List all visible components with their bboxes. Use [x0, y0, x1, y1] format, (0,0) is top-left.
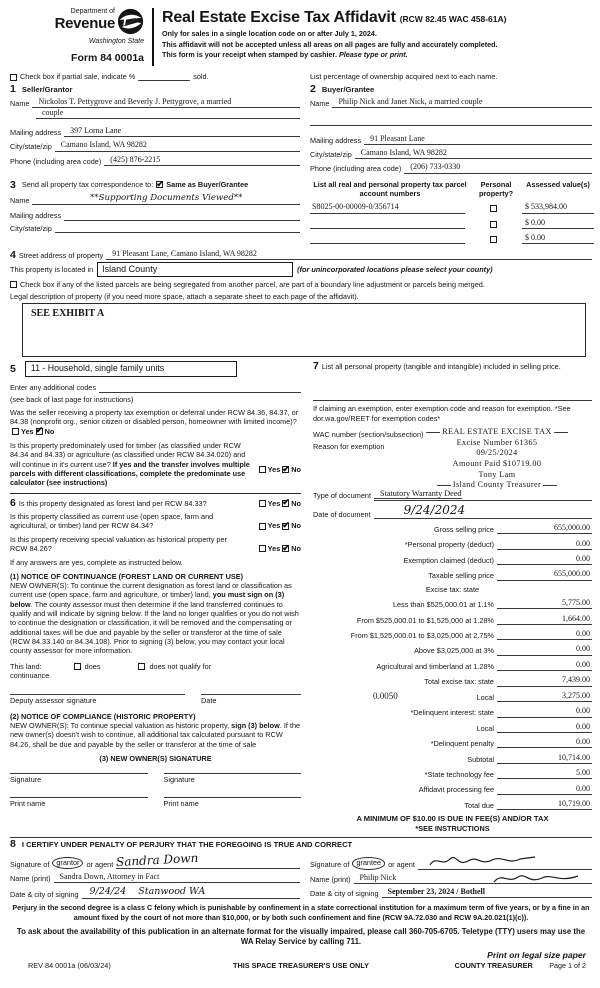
page-title: Real Estate Excise Tax Affidavit [162, 9, 396, 26]
section-8-number: 8 [10, 838, 16, 851]
new-owner-signature-line-2[interactable]: Signature [164, 773, 302, 784]
assessed-value-field[interactable]: $ 0.00 [522, 233, 594, 244]
parcels-section [310, 180, 594, 244]
see-back-note: (see back of last page for instructions) [10, 394, 134, 404]
buyer-section [310, 84, 592, 174]
perjury-statement: Perjury in the second degree is a class C felony which is punishable by confinement in a state correctional institution for a maximum term of five years, or by a fine in an amount fixed by the court of not more than $10,000, or by both such confinement and fine (RCW 9A.72.030 and RCW 9A.20.021(1)(c)). [12, 903, 590, 922]
certification-section [10, 837, 592, 899]
additional-codes-label: Enter any additional codes [10, 383, 96, 393]
type-of-document-label: Type of document [313, 491, 372, 501]
timber-question: Is this property predominately used for timber (as classified under RCW 84.34 and 84.33) or agriculture (as classified under RCW 84.34.020) and will continue in it's current use? If yes and the transfer involves multiple parcels with different classifications, complete the predominate use calculator (see instructions) Yes ✔ No [10, 441, 301, 488]
property-address-section [10, 249, 592, 357]
property-located-label: This property is located in [10, 265, 94, 275]
notice-continuance-title: (1) NOTICE OF CONTINUANCE (FOREST LAND OR CURRENT USE) [10, 571, 244, 581]
grantor-circled-word: grantor [52, 857, 83, 869]
grantee-signature-line[interactable] [418, 853, 592, 870]
right-column [313, 361, 592, 833]
seller-name-field-line2[interactable]: couple [36, 108, 300, 119]
grantor-signature-line[interactable] [115, 850, 300, 869]
grantee-signature-scribble [428, 853, 538, 869]
section-1-number: 1 [10, 83, 16, 96]
same-as-buyer-label: Same as Buyer/Grantee [166, 180, 249, 190]
partial-sale-label: Check box if partial sale, indicate % [20, 71, 136, 81]
q2-yes-checkbox[interactable] [259, 466, 266, 473]
dor-logo-block [10, 8, 152, 66]
gross-selling-price-label: Gross selling price [433, 525, 494, 535]
parcel-number-field[interactable]: S8025-00-00009-0/356714 [310, 202, 465, 213]
total-state-tax-label: Total excise tax: state [424, 677, 494, 687]
revenue-label: Revenue [54, 14, 115, 32]
section-divider [10, 493, 301, 494]
parcel-row [310, 233, 594, 244]
wac-number-label: WAC number (section/subsection) [313, 430, 424, 440]
title-rcw-ref: (RCW 82.45 WAC 458-61A) [399, 14, 507, 24]
personal-property-col-header: Personal property? [478, 179, 514, 199]
delinquent-interest-local-label: Local [476, 723, 494, 733]
left-column [10, 361, 313, 833]
tier4-label: Above $3,025,000 at 3% [414, 646, 494, 656]
state-technology-fee-label: *State technology fee [424, 770, 494, 779]
buyer-name-field-line2[interactable] [310, 117, 592, 126]
date-of-document-label: Date of document [313, 509, 371, 519]
grantor-sig-label-post: or agent [86, 859, 114, 869]
dor-swirl-logo-icon [117, 8, 144, 37]
seller-heading: Seller/Grantor [21, 85, 73, 95]
grantee-circled-word: grantee [352, 857, 385, 869]
delinquent-interest-state-value[interactable]: 0.00 [497, 706, 592, 717]
legal-description-box[interactable] [22, 303, 586, 357]
page-indicator: Page 1 of 2 [549, 961, 586, 970]
buyer-phone-field[interactable]: (206) 733-0330 [404, 162, 592, 173]
continuance-label: continuance [10, 671, 50, 681]
buyer-mailing-field[interactable]: 91 Pleasant Lane [364, 134, 592, 145]
supporting-documents-stamp: **Supporting Documents Viewed** [89, 193, 243, 204]
does-checkbox[interactable] [74, 663, 81, 670]
seller-mailing-label: Mailing address [10, 128, 62, 138]
treasurer-use-label: THIS SPACE TREASURER'S USE ONLY [233, 961, 369, 971]
form-number: Form 84 0001a [71, 52, 144, 65]
parcel-number-field[interactable] [310, 243, 465, 244]
tier1-label: Less than $525,000.01 at 1.1% [392, 600, 494, 610]
partial-sale-percent-field[interactable] [138, 80, 190, 81]
county-select[interactable]: Island County [97, 262, 293, 277]
personal-property-checkbox[interactable] [490, 221, 497, 228]
agricultural-value[interactable]: 0.00 [497, 660, 592, 671]
seller-city-label: City/state/zip [10, 142, 52, 152]
subtotal-label: Subtotal [467, 754, 494, 764]
buyer-city-label: City/state/zip [310, 150, 352, 160]
state-technology-fee-value[interactable]: 5.00 [497, 768, 592, 779]
q6a-yes-checkbox[interactable] [259, 500, 266, 507]
buyer-name-label: Name [310, 98, 330, 108]
legal-description-value: SEE EXHIBIT A [31, 307, 105, 319]
treasurer-stamp: REAL ESTATE EXCISE TAX Excise Number 61365 09/25/2024 Amount Paid $10719.00 Tony Lam Island County Treasurer [402, 427, 592, 491]
rev-number: REV 84 0001a (06/03/24) [28, 961, 111, 971]
subtotal-value[interactable]: 10,714.00 [497, 753, 592, 764]
correspondence-city-label: City/state/zip [10, 223, 52, 233]
send-correspondence-label: Send all property tax correspondence to: [21, 180, 154, 190]
excise-state-header: Excise tax: state [425, 584, 480, 594]
grantor-date-city-field[interactable]: 9/24/24 Stanwood WA [82, 886, 300, 899]
delinquent-penalty-value[interactable]: 0.00 [497, 737, 592, 748]
dept-of-label: Department of [70, 8, 115, 15]
tier2-value[interactable]: 1,664.00 [497, 614, 592, 625]
exemption-claimed-value[interactable]: 0.00 [497, 554, 592, 565]
affidavit-processing-fee-value[interactable]: 0.00 [497, 784, 592, 795]
q6b-yes-checkbox[interactable] [259, 523, 266, 530]
header-note-3: This form is your receipt when stamped by cashier. Please type or print. [162, 49, 408, 59]
type-of-document-field[interactable]: Statutory Warranty Deed [374, 489, 592, 501]
q1-no-checkbox[interactable] [36, 428, 43, 435]
total-due-label: Total due [464, 800, 494, 810]
print-legal-note: Print on legal size paper [487, 950, 586, 960]
grantee-name-print-field[interactable]: Philip Nick [354, 873, 592, 884]
parcel-row [310, 218, 594, 229]
delinquent-interest-local-value[interactable]: 0.00 [497, 722, 592, 733]
q6a-no-checkbox[interactable] [282, 500, 289, 507]
deputy-assessor-signature-line[interactable]: Deputy assessor signature [10, 694, 185, 705]
personal-property-checkbox[interactable] [490, 205, 497, 212]
personal-property-field[interactable] [313, 371, 592, 401]
correspondence-mailing-label: Mailing address [10, 211, 62, 221]
partial-sale-sold-label: sold. [193, 71, 209, 81]
buyer-city-field[interactable]: Camano Island, WA 98282 [355, 148, 592, 159]
parcel-number-field[interactable] [310, 228, 465, 229]
seller-phone-label: Phone (including area code) [10, 156, 102, 166]
tier1-value[interactable]: 5,775.00 [497, 598, 592, 609]
personal-property-checkbox[interactable] [490, 236, 497, 243]
segregated-label: Check box if any of the listed parcels are being segregated from another parcel, are part of a boundary line adjustment or parcels being merged. [20, 280, 485, 290]
buyer-name-field[interactable]: Philip Nick and Janet Nick, a married couple [332, 97, 592, 108]
section-5-number: 5 [10, 362, 16, 375]
county-treasurer-label: COUNTY TREASURER [454, 961, 533, 971]
does-not-checkbox[interactable] [138, 663, 145, 670]
assessed-value-field[interactable]: $ 0.00 [522, 218, 594, 229]
taxable-selling-price-value[interactable]: 655,000.00 [497, 569, 592, 580]
header-note-1: Only for sales in a single location code on or after July 1, 2024. [162, 29, 377, 39]
street-address-field[interactable]: 91 Pleasant Lane, Camano Island, WA 98282 [106, 249, 592, 260]
notice-compliance-title: (2) NOTICE OF COMPLIANCE (HISTORIC PROPERTY) [10, 711, 196, 721]
grantor-name-print-field[interactable]: Sandra Down, Attorney in Fact [54, 872, 300, 883]
buyer-mailing-label: Mailing address [310, 135, 362, 145]
deputy-date-line[interactable]: Date [201, 694, 301, 705]
correspondence-name-label: Name [10, 195, 30, 205]
seller-name-label: Name [10, 98, 30, 108]
exemption-code-note: If claiming an exemption, enter exemption code and reason for exemption. *See dor.wa.gov/REET for exemption codes* [313, 404, 571, 423]
q6c-no-checkbox[interactable] [282, 545, 289, 552]
buyer-heading: Buyer/Grantee [321, 85, 375, 95]
historical-question: Is this property receiving special valuation as historical property per RCW 84.26? Yes ✔ No [10, 535, 301, 554]
grantee-initials-scribble [492, 872, 582, 886]
grantor-sig-label-pre: Signature of [10, 859, 50, 869]
grantee-date-city-label: Date & city of signing [310, 888, 379, 898]
personal-property-deduct-label: *Personal property (deduct) [404, 540, 494, 550]
taxable-selling-price-label: Taxable selling price [428, 571, 494, 581]
total-state-tax-value[interactable]: 7,439.00 [497, 675, 592, 686]
correspondence-mailing-field[interactable] [64, 212, 300, 221]
washington-state-label: Washington State [88, 38, 144, 46]
does-label: does [84, 661, 101, 671]
personal-property-deduct-value[interactable]: 0.00 [497, 539, 592, 550]
grantee-name-print-label: Name (print) [310, 874, 351, 884]
section-3-number: 3 [10, 178, 16, 191]
same-as-buyer-checkbox[interactable] [156, 181, 163, 188]
personal-property-intro: 7 List all personal property (tangible and intangible) included in selling price. [313, 359, 561, 372]
seller-city-field[interactable]: Camano Island, WA 98282 [55, 140, 300, 151]
correspondence-name-field[interactable] [32, 193, 300, 205]
exemption-question: Was the seller receiving a property tax exemption or deferral under RCW 84.36, 84.37, or 84.38 (nonprofit org., senior citizen or disabled person, homeowner with limited income)? Yes ✔ No [10, 408, 301, 437]
legal-description-label: Legal description of property (if you need more space, attach a separate sheet to each page of the affidavit). [10, 291, 359, 301]
parcel-col-header: List all real and personal property tax parcel account numbers [313, 179, 467, 199]
new-owner-print-line-1[interactable]: Print name [10, 797, 148, 808]
total-due-value[interactable]: 10,719.00 [497, 799, 592, 810]
grantee-sig-label-pre: Signature of [310, 860, 350, 870]
see-instructions-note: *SEE INSTRUCTIONS [415, 823, 490, 833]
delinquent-interest-state-label: *Delinquent interest: state [410, 708, 494, 718]
local-tax-value[interactable]: 3,275.00 [497, 691, 592, 702]
grantee-sig-label-post: or agent [388, 860, 415, 870]
county-note: (for unincorporated locations please select your county) [297, 265, 493, 275]
segregated-checkbox[interactable] [10, 281, 17, 288]
delinquent-penalty-label: *Delinquent penalty [430, 739, 494, 749]
accessibility-note: To ask about the availability of this publication in an alternate format for the visually impaired, please call 360-705-6705. Teletype (TTY) users may use the WA Relay Service by calling 711. [16, 927, 586, 947]
land-use-code-select[interactable]: 11 - Household, single family units [25, 361, 237, 377]
tier2-label: From $525,000.01 to $1,525,000 at 1.28% [356, 615, 494, 625]
tier4-value[interactable]: 0.00 [497, 644, 592, 655]
reason-exemption-label: Reason for exemption [313, 442, 385, 452]
gross-selling-price-value[interactable]: 655,000.00 [497, 523, 592, 534]
grantor-name-print-label: Name (print) [10, 873, 51, 883]
partial-sale-checkbox[interactable] [10, 74, 17, 81]
grantor-signature: Sandra Down [115, 850, 199, 869]
tier3-value[interactable]: 0.00 [497, 629, 592, 640]
buyer-phone-label: Phone (including area code) [310, 164, 402, 174]
street-address-label: Street address of property [18, 250, 104, 260]
agricultural-label: Agricultural and timberland at 1.28% [376, 661, 494, 671]
form-header [10, 8, 592, 66]
q1-yes-checkbox[interactable] [12, 428, 19, 435]
tier3-label: From $1,525,000.01 to $3,025,000 at 2.75% [350, 630, 494, 640]
ownership-note: List percentage of ownership acquired next to each name. [310, 71, 498, 81]
exemption-stamp-zone [313, 427, 592, 489]
correspondence-city-field[interactable] [55, 224, 300, 233]
exemption-claimed-label: Exemption claimed (deduct) [403, 555, 494, 565]
seller-section [10, 84, 310, 174]
section-6-number: 6 [10, 496, 16, 509]
q6b-no-checkbox[interactable] [282, 523, 289, 530]
current-use-question: Is this property classified as current use (open space, farm and agricultural, or timber) land per RCW 84.34? Yes ✔ No [10, 512, 301, 531]
q2-no-checkbox[interactable] [282, 466, 289, 473]
forest-land-question: 6 Is this property designated as forest land per RCW 84.33? Yes ✔ No [10, 498, 301, 509]
minimum-due-note: A MINIMUM OF $10.00 IS DUE IN FEE(S) AND/OR TAX [356, 814, 549, 824]
local-tax-label: Local [476, 692, 494, 702]
section-2-number: 2 [310, 83, 316, 96]
seller-mailing-field[interactable]: 397 Lorna Lane [64, 126, 300, 137]
land-qualify-row [10, 662, 301, 671]
affidavit-processing-fee-label: Affidavit processing fee [418, 785, 494, 795]
assessed-value-col-header: Assessed value(s) [526, 179, 590, 189]
header-note-2: This affidavit will not be accepted unless all areas on all pages are fully and accurately completed. [162, 39, 498, 49]
q6c-yes-checkbox[interactable] [259, 545, 266, 552]
parcel-row [310, 202, 594, 213]
new-owner-print-line-2[interactable]: Print name [164, 797, 302, 808]
date-of-document-field[interactable]: 9/24/2024 [374, 503, 592, 519]
new-owner-signature-line-1[interactable]: Signature [10, 773, 148, 784]
local-rate: 0.0050 [373, 690, 398, 701]
new-owners-signature-title: (3) NEW OWNER(S) SIGNATURE [99, 754, 212, 764]
notice-compliance-body: NEW OWNER(S): To continue special valuation as historic property, sign (3) below. If the new owner(s) doesn't wish to continue, all additional tax calculated pursuant to RCW 84.26, shall be due and payable by the seller or transferor at the time of sale [10, 721, 301, 749]
print-note-block [487, 950, 586, 970]
grantor-date-city-label: Date & city of signing [10, 890, 79, 900]
seller-phone-field[interactable]: (425) 876-2215 [104, 155, 300, 166]
seller-name-field[interactable]: Nickolos T. Pettygrove and Beverly J. Pettygrove, a married [32, 97, 300, 108]
section-4-number: 4 [10, 248, 16, 261]
this-land-label: This land: [10, 661, 42, 671]
correspondence-section [10, 180, 310, 244]
grantee-date-city-field[interactable]: September 23, 2024 / Bothell [382, 887, 592, 898]
certify-statement: I CERTIFY UNDER PENALTY OF PERJURY THAT THE FOREGOING IS TRUE AND CORRECT [21, 840, 353, 849]
additional-codes-field[interactable] [99, 384, 301, 393]
notice-continuance-body: NEW OWNER(S): To continue the current designation as forest land or classification as current use (open space, farm and agriculture, or timber) land, you must sign on (3) below. The county assessor must then determine if the land transferred continues to qualify and will indicate by signing below. If the land no longer qualifies or you do not wish to continue the designation or classification, it will be removed and the compensating or additional taxes will be due and payable by the seller or transferor at the time of sale (RCW 84.33.140 or 84.34.108). Prior to signing (3) below, you may contact your local county assessor for more information. [10, 581, 299, 656]
does-not-label: does not qualify for [149, 661, 212, 671]
if-yes-note: If any answers are yes, complete as instructed below. [10, 558, 183, 568]
assessed-value-field[interactable]: $ 533,984.00 [522, 202, 594, 213]
section-7-number: 7 [313, 359, 319, 372]
